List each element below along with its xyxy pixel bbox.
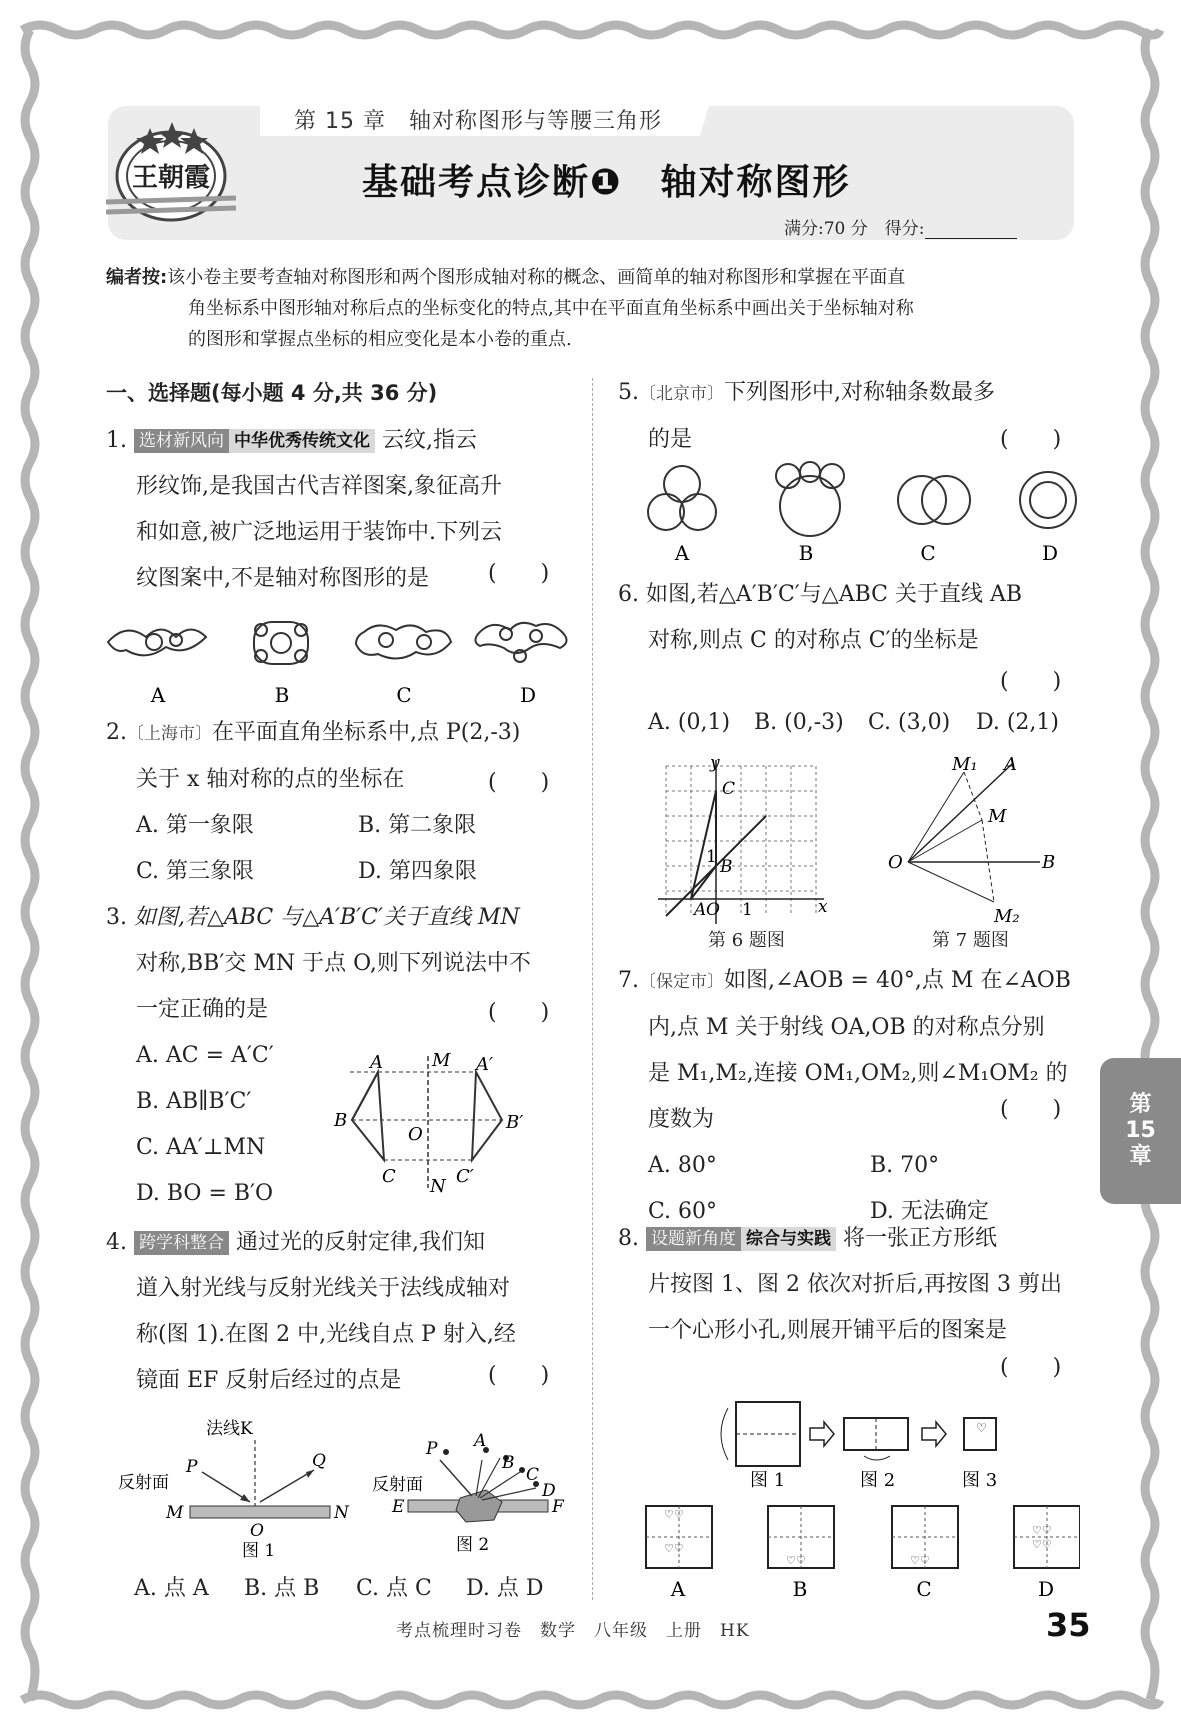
side-tab-line-3: 章 — [1129, 1144, 1152, 1169]
q8-tag-2: 综合与实践 — [741, 1227, 836, 1251]
cloud-d — [475, 623, 566, 653]
q3-label-b2: B′ — [506, 1112, 524, 1133]
q6-label-c: C — [722, 779, 736, 799]
question-2 — [106, 710, 566, 895]
q3-answer-paren[interactable]: ( ) — [488, 1000, 550, 1025]
q1-line-4: 纹图案中,不是轴对称图形的是 — [136, 566, 429, 591]
q8-caption-2: 图 2 — [860, 1470, 896, 1490]
q4-line-3: 称(图 1).在图 2 中,光线自点 P 射入,经 — [136, 1322, 516, 1347]
q8-line-3: 一个心形小孔,则展开铺平后的图案是 — [648, 1318, 1007, 1343]
q7-opt-c: C. 60° — [648, 1199, 718, 1224]
q1-figures — [106, 612, 576, 708]
q2-opt-d: D. 第四象限 — [358, 859, 477, 884]
q4-opt-c: C. 点 C — [356, 1576, 432, 1601]
q6-caption: 第 6 题图 — [708, 930, 785, 951]
q1-number: 1. — [106, 428, 127, 453]
q3-label-b: B — [334, 1110, 348, 1131]
q6-figure — [650, 754, 850, 954]
q5-line-2: 的是 — [648, 427, 693, 452]
q6-label-x: x — [818, 897, 828, 917]
q5-figures — [640, 460, 1080, 570]
q5-answer-paren[interactable]: ( ) — [1000, 427, 1062, 452]
q1-answer-paren[interactable]: ( ) — [488, 561, 550, 586]
score-blank[interactable] — [925, 222, 1017, 239]
q4-fig2-f: F — [552, 1497, 564, 1517]
footer-text: 考点梳理时习卷 数学 八年级 上册 HK — [396, 1621, 750, 1641]
q4-line-2: 道入射光线与反射光线关于法线成轴对 — [136, 1276, 511, 1301]
q3-opt-c: C. AA′⊥MN — [136, 1135, 266, 1160]
chapter-title: 第 15 章 轴对称图形与等腰三角形 — [294, 109, 662, 134]
q6-line-2: 对称,则点 C 的对称点 C′的坐标是 — [648, 628, 979, 653]
q7-opt-a: A. 80° — [648, 1153, 717, 1178]
q6-opt-b: B. (0,-3) — [754, 710, 844, 735]
q1-line-3: 和如意,被广泛地运用于装饰中.下列云 — [136, 520, 502, 545]
q6-label-o: O — [706, 900, 720, 920]
q8-tag-1: 设题新角度 — [646, 1227, 741, 1251]
q1-opt-a: A — [150, 683, 166, 707]
section-heading: 一、选择题(每小题 4 分,共 36 分) — [106, 381, 438, 405]
q2-line-1: 在平面直角坐标系中,点 P(2,-3) — [212, 720, 521, 745]
note-line-2: 角坐标系中图形轴对称后点的坐标变化的特点,其中在平面直角坐标系中画出关于坐标轴对称 — [188, 298, 914, 319]
q6-answer-paren[interactable]: ( ) — [1000, 669, 1062, 694]
q8-line-1: 将一张正方形纸 — [843, 1226, 998, 1251]
q4-number: 4. — [106, 1230, 127, 1255]
q7-label-m: M — [988, 806, 1007, 827]
q6-label-y: y — [710, 754, 720, 773]
q3-line-2: 对称,BB′交 MN 于点 O,则下列说法中不 — [136, 951, 531, 976]
q3-label-c2: C′ — [456, 1166, 474, 1187]
q7-answer-paren[interactable]: ( ) — [1000, 1097, 1062, 1122]
q8-caption-3: 图 3 — [962, 1470, 998, 1490]
q8-opt-d: D — [1037, 1577, 1055, 1601]
page-number: 35 — [1046, 1606, 1091, 1644]
q4-opt-a: A. 点 A — [134, 1576, 209, 1601]
q4-tag-1: 跨学科整合 — [134, 1231, 229, 1255]
q7-figure — [880, 754, 1070, 934]
cloud-b — [254, 622, 308, 664]
q4-answer-paren[interactable]: ( ) — [488, 1363, 550, 1388]
q4-fig2-p: P — [426, 1439, 438, 1459]
q3-label-a: A — [370, 1052, 383, 1073]
q7-line-3: 是 M₁,M₂,连接 OM₁,OM₂,则∠M₁OM₂ 的 — [648, 1061, 1068, 1086]
q4-fig1-q: Q — [312, 1451, 326, 1471]
q8-option-figures — [640, 1502, 1080, 1602]
q3-label-o: O — [408, 1124, 423, 1145]
q7-line-2: 内,点 M 关于射线 OA,OB 的对称点分别 — [648, 1015, 1045, 1040]
q4-fig2-e: E — [392, 1497, 405, 1517]
q8-opt-a: A — [670, 1577, 686, 1601]
q6-label-a: A — [694, 900, 707, 920]
q3-label-n: N — [430, 1176, 446, 1197]
q5-number: 5. — [618, 380, 639, 405]
q4-line-1: 通过光的反射定律,我们知 — [236, 1230, 485, 1255]
q4-fig1-caption: 图 1 — [242, 1541, 276, 1560]
svg-text:♡♡: ♡♡ — [910, 1554, 930, 1567]
q6-line-1: 如图,若△A′B′C′与△ABC 关于直线 AB — [646, 582, 1023, 607]
note-line-3: 的图形和掌握点坐标的相应变化是本小卷的重点. — [188, 329, 572, 350]
q8-caption-1: 图 1 — [750, 1470, 786, 1490]
q8-fold-figures — [700, 1390, 1020, 1490]
side-tab-line-1: 第 — [1129, 1092, 1152, 1117]
q3-figure — [330, 1048, 550, 1198]
q4-opt-b: B. 点 B — [244, 1576, 320, 1601]
q2-city: 〔上海市〕 — [127, 724, 212, 744]
q4-fig1-normal: 法线K — [206, 1419, 253, 1439]
q3-label-a2: A′ — [476, 1054, 494, 1075]
q2-number: 2. — [106, 720, 127, 745]
q6-number: 6. — [618, 582, 639, 607]
q1-tag-1: 选材新风向 — [134, 429, 229, 453]
q4-fig1-o: O — [250, 1521, 264, 1541]
q4-fig2-caption: 图 2 — [456, 1535, 490, 1555]
q4-fig2-d: D — [542, 1481, 556, 1501]
q2-opt-c: C. 第三象限 — [136, 859, 255, 884]
q8-opt-b: B — [792, 1577, 808, 1601]
q1-tag-2: 中华优秀传统文化 — [229, 429, 375, 453]
side-tab-line-2: 15 — [1125, 1118, 1156, 1143]
q7-label-o: O — [888, 852, 903, 873]
q4-opt-d: D. 点 D — [466, 1576, 544, 1601]
q3-line-3: 一定正确的是 — [136, 997, 269, 1022]
q2-line-2: 关于 x 轴对称的点的坐标在 — [136, 767, 405, 792]
q7-number: 7. — [618, 968, 639, 993]
svg-text:♡: ♡ — [976, 1421, 987, 1435]
q7-line-1: 如图,∠AOB = 40°,点 M 在∠AOB — [724, 968, 1071, 993]
question-8 — [618, 1216, 1078, 1354]
q5-opt-b: B — [798, 541, 814, 565]
score-line — [784, 214, 1017, 239]
q2-opt-a: A. 第一象限 — [136, 813, 254, 838]
cloud-c — [356, 625, 451, 658]
q7-opt-d: D. 无法确定 — [870, 1199, 989, 1224]
chapter-side-tab[interactable] — [1100, 1058, 1181, 1204]
q1-opt-d: D — [519, 683, 537, 707]
svg-text:♡♡: ♡♡ — [664, 1508, 684, 1521]
q7-line-4: 度数为 — [648, 1107, 715, 1132]
q5-line-1: 下列图形中,对称轴条数最多 — [724, 380, 995, 405]
q3-label-m: M — [432, 1050, 451, 1071]
score-label: 满分:70 分 得分: — [784, 219, 925, 239]
q3-label-c: C — [382, 1166, 396, 1187]
q8-number: 8. — [618, 1226, 639, 1251]
q4-fig1-mirror: 反射面 — [118, 1473, 169, 1493]
q4-fig2-mirror: 反射面 — [372, 1475, 423, 1495]
question-6 — [618, 572, 1078, 664]
q6-opt-d: D. (2,1) — [976, 710, 1059, 735]
q8-answer-paren[interactable]: ( ) — [1000, 1355, 1062, 1380]
q4-fig2-a: A — [474, 1431, 487, 1451]
q1-opt-c: C — [396, 683, 412, 707]
q3-opt-d: D. BO = B′O — [136, 1181, 274, 1206]
q6-label-1x: 1 — [742, 900, 753, 920]
q3-line-1: 如图,若△ABC 与△A′B′C′关于直线 MN — [134, 905, 520, 930]
q6-options — [648, 700, 1088, 746]
cloud-a — [108, 630, 206, 656]
q7-label-m2: M₂ — [994, 906, 1020, 927]
q6-label-1y: 1 — [706, 847, 717, 867]
q7-label-m1: M₁ — [952, 754, 978, 775]
q8-line-2: 片按图 1、图 2 依次对折后,再按图 3 剪出 — [648, 1272, 1062, 1297]
q2-answer-paren[interactable]: ( ) — [488, 770, 550, 795]
q1-opt-b: B — [274, 683, 290, 707]
column-divider — [592, 378, 593, 1600]
svg-text:♡♡: ♡♡ — [786, 1554, 806, 1567]
q3-opt-b: B. AB∥B′C′ — [136, 1089, 252, 1114]
q4-fig1-p: P — [186, 1457, 198, 1477]
q5-city: 〔北京市〕 — [639, 384, 724, 404]
q4-fig2-c: C — [526, 1465, 540, 1485]
q7-city: 〔保定市〕 — [639, 972, 724, 992]
q6-label-b: B — [720, 857, 733, 877]
q5-opt-c: C — [920, 541, 936, 565]
q2-opt-b: B. 第二象限 — [358, 813, 477, 838]
page-title: 基础考点诊断❶ 轴对称图形 — [362, 162, 851, 203]
q7-opt-b: B. 70° — [870, 1153, 940, 1178]
logo-text: 王朝霞 — [131, 163, 211, 193]
note-line-1: 该小卷主要考查轴对称图形和两个图形成轴对称的概念、画简单的轴对称图形和掌握在平面直 — [167, 267, 906, 288]
q5-opt-a: A — [674, 541, 690, 565]
q1-line-1: 云纹,指云 — [382, 428, 477, 453]
q4-fig2-b: B — [502, 1453, 515, 1473]
q6-opt-c: C. (3,0) — [868, 710, 951, 735]
q4-fig1-n: N — [334, 1503, 349, 1523]
q4-options — [134, 1566, 594, 1612]
q4-fig1-m: M — [166, 1503, 184, 1523]
q5-opt-d: D — [1041, 541, 1059, 565]
note-label: 编者按: — [106, 267, 168, 288]
svg-text:♡♡: ♡♡ — [1032, 1524, 1052, 1537]
q3-number: 3. — [106, 905, 127, 930]
q4-line-4: 镜面 EF 反射后经过的点是 — [136, 1368, 402, 1393]
q6-opt-a: A. (0,1) — [648, 710, 731, 735]
editor-note — [106, 262, 1076, 355]
q7-label-a: A — [1004, 754, 1017, 775]
svg-text:♡♡: ♡♡ — [664, 1542, 684, 1555]
q3-opt-a: A. AC = A′C′ — [136, 1043, 274, 1068]
svg-text:♡♡: ♡♡ — [1032, 1538, 1052, 1551]
publisher-logo — [106, 112, 236, 232]
q8-opt-c: C — [916, 1577, 932, 1601]
q7-caption: 第 7 题图 — [932, 930, 1009, 951]
q7-label-b: B — [1042, 852, 1056, 873]
q1-line-2: 形纹饰,是我国古代吉祥图案,象征高升 — [136, 474, 502, 499]
q4-figures — [110, 1410, 580, 1560]
